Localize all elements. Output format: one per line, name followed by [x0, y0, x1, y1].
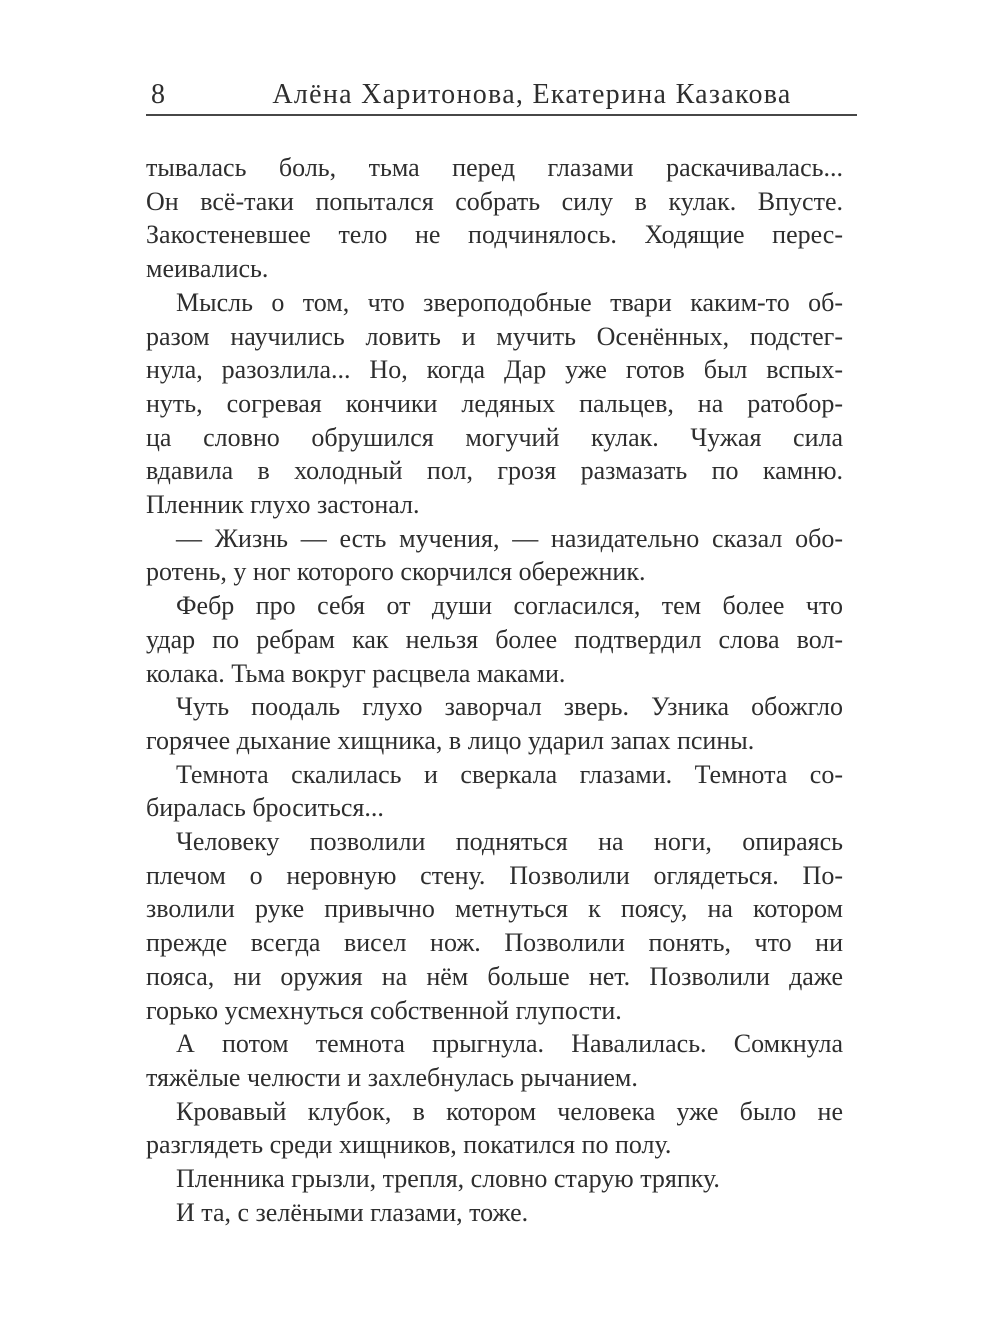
text-line: горько усмехнуться собственной глупости. [146, 995, 622, 1025]
paragraph [146, 589, 843, 690]
text-line: Человеку позволили подняться на ноги, опираясь [176, 827, 843, 857]
text-line: тяжёлые челюсти и захлебнулась рычанием. [146, 1062, 638, 1092]
text-line: вдавила в холодный пол, грозя размазать по камню. [146, 456, 843, 486]
paragraph [146, 151, 843, 286]
text-line: А потом темнота прыгнула. Навалилась. Сомкнула [176, 1029, 843, 1059]
text-line: пояса, ни оружия на нём больше нет. Позволили даже [146, 961, 843, 991]
paragraph [146, 286, 843, 522]
paragraph [146, 1196, 843, 1230]
text-line: Пленника грызли, трепля, словно старую тряпку. [176, 1164, 720, 1194]
text-line: Фебр про себя от души согласился, тем более что [176, 591, 843, 621]
paragraph [146, 825, 843, 1027]
text-line: биралась броситься... [146, 793, 384, 823]
running-head: Алёна Харитонова, Екатерина Казакова [272, 79, 792, 110]
text-line: колака. Тьма вокруг расцвела маками. [146, 658, 566, 688]
text-line: горячее дыхание хищника, в лицо ударил запах псины. [146, 725, 755, 755]
paragraph [146, 1162, 843, 1196]
page-number: 8 [151, 79, 165, 110]
text-line: — Жизнь — есть мучения, — назидательно сказал обо- [176, 523, 843, 553]
text-line: тывалась боль, тьма перед глазами раскачивалась... [146, 153, 843, 182]
text-line: ца словно обрушился могучий кулак. Чужая сила [146, 422, 843, 452]
text-line: зволили руке привычно метнуться к поясу, на котором [146, 894, 843, 924]
body-text [146, 151, 843, 1230]
paragraph [146, 1027, 843, 1094]
text-line: Мысль о том, что звероподобные твари каким-то об- [176, 287, 843, 317]
text-line: прежде всегда висел нож. Позволили понять, что ни [146, 928, 843, 958]
text-line: нуть, согревая кончики ледяных пальцев, на ратобор- [146, 388, 843, 418]
text-line: Пленник глухо застонал. [146, 490, 420, 520]
text-line: разом научились ловить и мучить Осенённых, подстег- [146, 321, 843, 351]
text-line: Кровавый клубок, в котором человека уже было не [176, 1096, 843, 1126]
paragraph [146, 690, 843, 757]
text-line: меивались. [146, 254, 269, 284]
text-line: Темнота скалилась и сверкала глазами. Темнота со- [176, 759, 843, 789]
text-line: разглядеть среди хищников, покатился по полу. [146, 1130, 672, 1160]
text-line: И та, с зелёными глазами, тоже. [176, 1197, 529, 1227]
header-rule [146, 114, 857, 116]
text-line: Чуть поодаль глухо заворчал зверь. Узника обожгло [176, 692, 843, 722]
paragraph [146, 1095, 843, 1162]
text-line: плечом о неровную стену. Позволили оглядеться. По- [146, 860, 843, 890]
text-line: нула, разозлила... Но, когда Дар уже готов был вспых- [146, 355, 843, 385]
paragraph [146, 758, 843, 825]
text-line: удар по ребрам как нельзя более подтвердил слова вол- [146, 624, 843, 654]
paragraph [146, 522, 843, 589]
text-line: Он всё-таки попытался собрать силу в кулак. Впусте. [146, 186, 843, 216]
text-line: ротень, у ног которого скорчился обережник. [146, 557, 646, 587]
text-line: Закостеневшее тело не подчинялось. Ходящие перес- [146, 220, 843, 250]
